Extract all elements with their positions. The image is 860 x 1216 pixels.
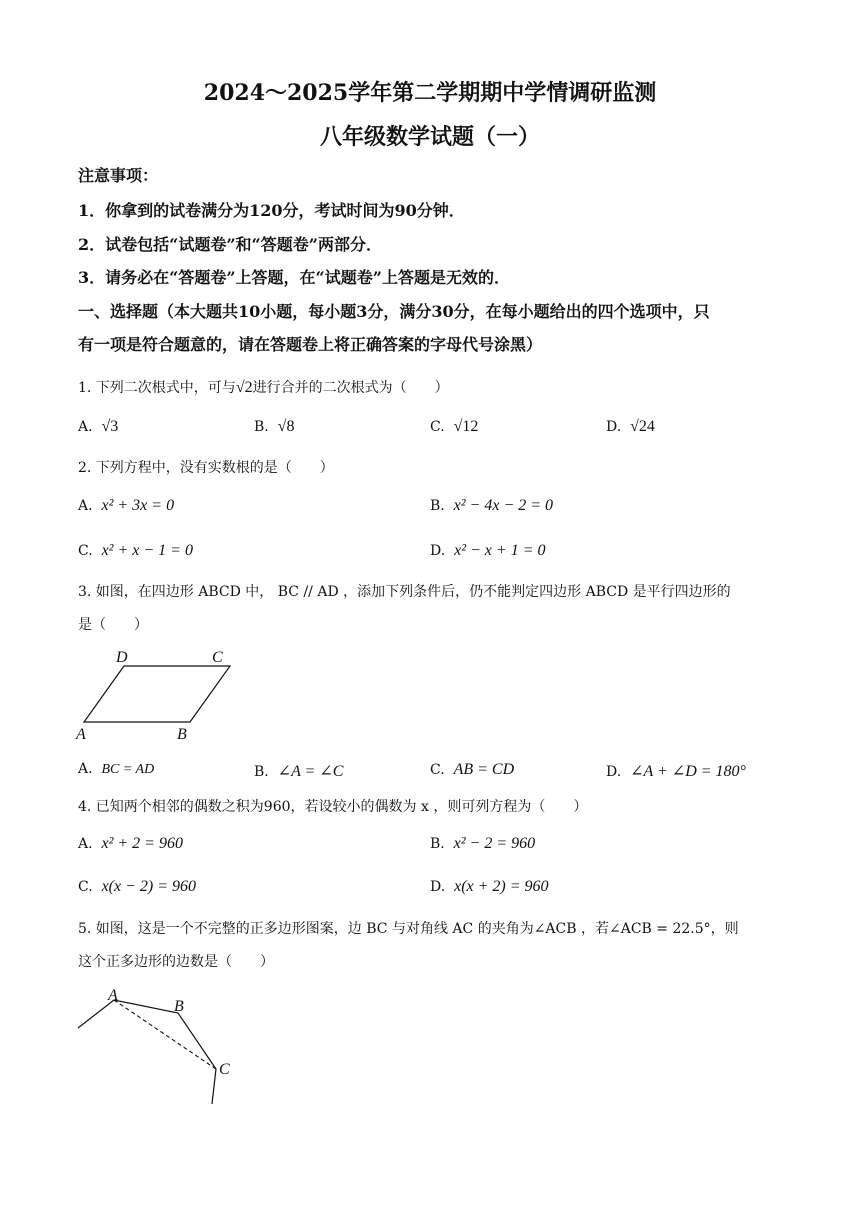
parallelogram-figure <box>74 646 244 742</box>
question-5-stem: 5. 如图，这是一个不完整的正多边形图案，边 BC 与对角线 AC 的夹角为∠ACB ，若∠ACB = 22.5°，则 <box>78 921 739 937</box>
q2-option-b[interactable]: B. x² − 4x − 2 = 0 <box>430 497 554 514</box>
question-5-stem-cont: 这个正多边形的边数是（ ） <box>78 954 274 970</box>
q1-root: √2 <box>235 379 253 396</box>
note-item: 3．请务必在“答题卷”上答题，在“试题卷”上答题是无效的． <box>78 268 510 287</box>
question-3-stem-cont: 是（ ） <box>78 617 148 633</box>
q4-option-a[interactable]: A. x² + 2 = 960 <box>78 835 183 852</box>
q4-option-b[interactable]: B. x² − 2 = 960 <box>430 835 536 852</box>
parallelogram-shape <box>84 666 230 722</box>
q1-option-d[interactable]: D. √24 <box>606 418 655 435</box>
question-4-stem: 4. 已知两个相邻的偶数之积为960，若设较小的偶数为 x ，则可列方程为（ ） <box>78 799 588 815</box>
q3-option-b[interactable]: B. ∠A = ∠C <box>254 763 344 780</box>
notes-heading: 注意事项： <box>78 166 159 185</box>
q3-option-c[interactable]: C. AB = CD <box>430 761 515 778</box>
q1-stem-pre: 1. 下列二次根式中，可与 <box>78 380 236 396</box>
question-3-stem: 3. 如图，在四边形 ABCD 中， BC // AD ，添加下列条件后，仍不能判定四边形 ABCD 是平行四边形的 <box>78 584 731 600</box>
q2-option-a[interactable]: A. x² + 3x = 0 <box>78 497 175 514</box>
section-heading: 一、选择题（本大题共10小题，每小题3分，满分30分，在每小题给出的四个选项中，只 <box>78 302 710 321</box>
question-2-stem: 2. 下列方程中，没有实数根的是（ ） <box>78 460 334 476</box>
q3-option-d[interactable]: D. ∠A + ∠D = 180° <box>606 763 746 780</box>
q1-option-b[interactable]: B. √8 <box>254 418 295 435</box>
q2-option-c[interactable]: C. x² + x − 1 = 0 <box>78 542 193 559</box>
q3-option-a[interactable]: A. BC = AD <box>78 761 155 777</box>
q2-option-d[interactable]: D. x² − x + 1 = 0 <box>430 542 546 559</box>
exam-title: 2024～2025学年第二学期期中学情调研监测 <box>203 80 657 106</box>
q4-option-d[interactable]: D. x(x + 2) = 960 <box>430 878 549 895</box>
vertex-label-b: B <box>177 726 187 742</box>
polygon-figure <box>74 982 244 1112</box>
section-heading-cont: 有一项是符合题意的，请在答题卷上将正确答案的字母代号涂黑） <box>78 335 543 354</box>
question-1-stem <box>78 377 449 397</box>
vertex-label-b: B <box>174 998 184 1015</box>
vertex-label-a: A <box>108 987 118 1004</box>
q4-option-c[interactable]: C. x(x − 2) = 960 <box>78 878 197 895</box>
note-item: 1．你拿到的试卷满分为120分，考试时间为90分钟． <box>78 201 465 220</box>
vertex-label-c: C <box>219 1061 230 1078</box>
vertex-label-d: D <box>116 649 128 666</box>
polygon-edges <box>78 1000 216 1104</box>
vertex-label-c: C <box>212 649 223 666</box>
q1-option-c[interactable]: C. √12 <box>430 418 479 435</box>
q1-option-a[interactable]: A. √3 <box>78 418 119 435</box>
q1-stem-post: 进行合并的二次根式为（ ） <box>252 380 449 396</box>
exam-subtitle: 八年级数学试题（一） <box>319 124 540 150</box>
note-item: 2．试卷包括“试题卷”和“答题卷”两部分． <box>78 235 382 254</box>
vertex-label-a: A <box>76 726 86 742</box>
